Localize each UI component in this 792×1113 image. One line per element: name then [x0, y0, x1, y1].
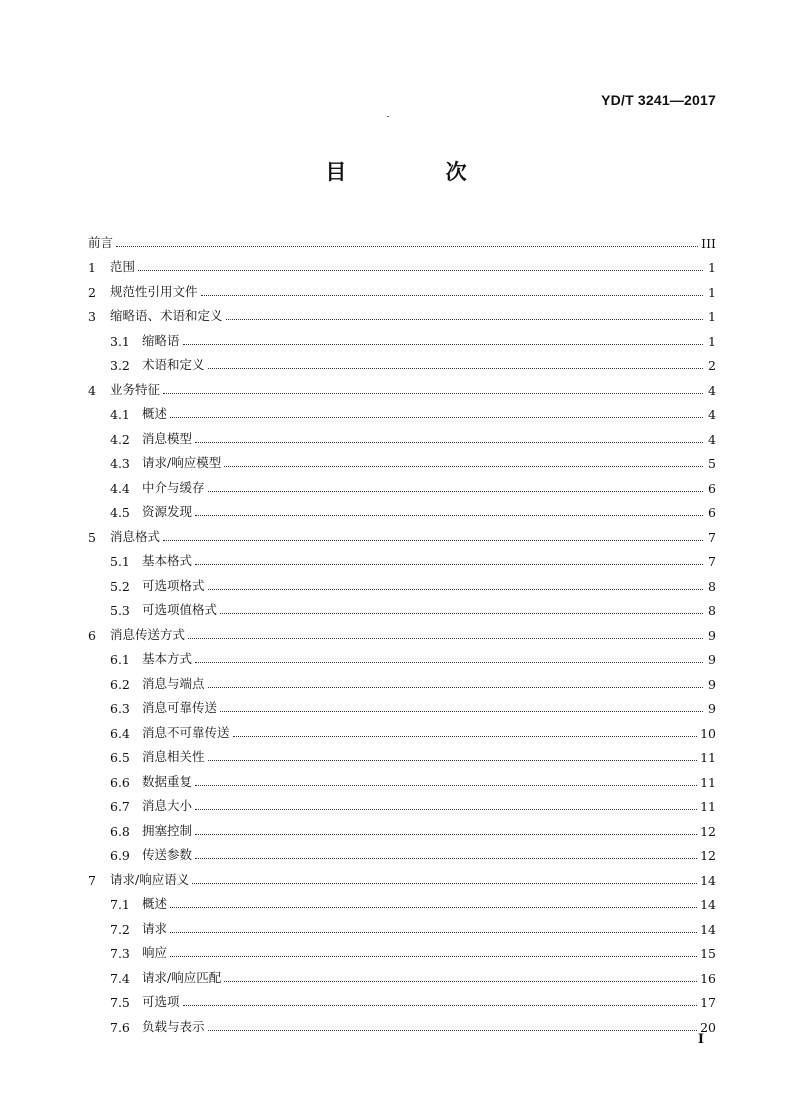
toc-entry-number: 5 [88, 529, 96, 545]
toc-entry-label: 请求/响应模型 [142, 455, 222, 470]
toc-entry-number: 7.1 [110, 897, 130, 912]
toc-dot-leader [195, 515, 703, 516]
toc-entry[interactable] [88, 324, 716, 349]
toc-entry-page: 6 [708, 505, 716, 520]
toc-entry-number: 6.4 [110, 725, 130, 741]
toc-entry-label: 请求/响应语义 [110, 871, 190, 887]
toc-entry-label: 范围 [110, 259, 136, 274]
toc-dot-leader [183, 1005, 698, 1006]
toc-entry-label: 资源发现 [142, 504, 193, 519]
toc-entry[interactable] [88, 937, 716, 962]
toc-entry-number: 4.4 [110, 480, 130, 496]
toc-entry-page: 1 [708, 284, 716, 300]
toc-entry-number: 4.1 [110, 407, 130, 422]
toc-entry[interactable] [88, 986, 716, 1011]
toc-entry-number: 7.3 [110, 946, 130, 961]
toc-entry-number: 4.3 [110, 456, 130, 471]
toc-dot-leader [183, 344, 703, 345]
toc-entry-page: 10 [700, 725, 716, 741]
toc-entry-page: III [701, 235, 716, 251]
toc-entry-page: 2 [708, 358, 716, 373]
toc-entry-label: 消息模型 [142, 430, 193, 446]
toc-entry-number: 1 [88, 260, 96, 275]
toc-entry-page: 7 [708, 529, 716, 545]
toc-entry[interactable] [88, 520, 716, 545]
toc-entry-page: 20 [700, 1019, 716, 1035]
toc-entry[interactable] [88, 496, 716, 521]
toc-entry-label: 概述 [142, 896, 168, 911]
toc-entry-label: 消息与端点 [142, 675, 205, 691]
toc-entry-number: 6.9 [110, 848, 130, 863]
toc-entry-label: 请求/响应匹配 [142, 969, 222, 985]
toc-entry[interactable] [88, 741, 716, 766]
toc-dot-leader [195, 442, 703, 443]
toc-entry-number: 5.2 [110, 578, 130, 594]
toc-entry[interactable] [88, 275, 716, 300]
toc-entry-number: 7 [88, 872, 96, 888]
toc-dot-leader [170, 907, 697, 908]
toc-dot-leader [195, 834, 697, 835]
toc-entry[interactable] [88, 349, 716, 374]
toc-entry-number: 7.5 [110, 995, 130, 1010]
toc-dot-leader [226, 319, 703, 320]
toc-dot-leader [195, 564, 703, 565]
toc-entry-page: 8 [708, 578, 716, 594]
toc-entry-label: 消息可靠传送 [142, 700, 218, 715]
toc-entry-page: 9 [708, 627, 716, 643]
toc-dot-leader [220, 613, 703, 614]
page-number: I [697, 1032, 704, 1047]
toc-entry[interactable] [88, 398, 716, 423]
toc-dot-leader [188, 638, 703, 639]
toc-entry[interactable] [88, 226, 716, 251]
toc-entry-number: 3.2 [110, 358, 130, 373]
toc-entry-label: 基本方式 [142, 651, 193, 666]
toc-entry-number: 6.6 [110, 774, 130, 790]
toc-entry-number: 7.6 [110, 1019, 130, 1035]
toc-entry-page: 9 [708, 676, 716, 692]
toc-entry-number: 4 [88, 382, 96, 398]
toc-entry-page: 14 [700, 921, 716, 937]
toc-entry-label: 概述 [142, 406, 168, 421]
toc-entry-page: 4 [708, 407, 716, 422]
scan-speck [387, 116, 389, 117]
toc-entry-page: 17 [700, 995, 716, 1010]
toc-dot-leader [201, 295, 703, 296]
toc-entry-label: 消息大小 [142, 798, 193, 813]
toc-entry-number: 4.5 [110, 505, 130, 520]
toc-entry-number: 6.7 [110, 799, 130, 814]
toc-entry[interactable] [88, 961, 716, 986]
toc-dot-leader [116, 246, 698, 247]
toc-entry-page: 12 [700, 823, 716, 839]
toc-entry-label: 传送参数 [142, 847, 193, 862]
toc-dot-leader [195, 785, 697, 786]
toc-dot-leader [170, 417, 703, 418]
toc-entry-number: 6.8 [110, 823, 130, 839]
toc-entry-number: 7.2 [110, 921, 130, 937]
toc-dot-leader [163, 393, 703, 394]
toc-entry-label: 可选项值格式 [142, 602, 218, 617]
toc-entry-label: 术语和定义 [142, 357, 205, 372]
toc-entry-page: 9 [708, 701, 716, 716]
toc-dot-leader [208, 368, 703, 369]
toc-entry[interactable] [88, 814, 716, 839]
toc-entry-number: 4.2 [110, 431, 130, 447]
toc-entry[interactable] [88, 643, 716, 668]
toc-entry-page: 7 [708, 554, 716, 569]
toc-entry[interactable] [88, 373, 716, 398]
toc-entry[interactable] [88, 765, 716, 790]
toc-entry[interactable] [88, 618, 716, 643]
toc-entry[interactable] [88, 692, 716, 717]
toc-entry-number: 3.1 [110, 333, 130, 349]
toc-entry-page: 14 [700, 872, 716, 888]
toc-entry-label: 数据重复 [142, 773, 193, 789]
toc-dot-leader [192, 883, 697, 884]
toc-dot-leader [220, 711, 703, 712]
toc-entry-label: 响应 [142, 945, 168, 960]
toc-entry-page: 16 [700, 970, 716, 986]
toc-entry[interactable] [88, 912, 716, 937]
toc-entry-number: 2 [88, 284, 96, 300]
toc-entry-page: 14 [700, 897, 716, 912]
toc-entry-number: 6.2 [110, 676, 130, 692]
toc-entry[interactable] [88, 422, 716, 447]
toc-entry-page: 11 [700, 799, 716, 814]
toc-entry-number: 6.3 [110, 701, 130, 716]
toc-entry-page: 8 [708, 603, 716, 618]
toc-entry-label: 消息传送方式 [110, 626, 186, 642]
toc-entry[interactable] [88, 569, 716, 594]
toc-dot-leader [208, 760, 698, 761]
table-of-contents [88, 226, 716, 1035]
toc-dot-leader [170, 956, 697, 957]
toc-entry-page: 15 [700, 946, 716, 961]
page-title: 目 次 [325, 159, 513, 184]
toc-dot-leader [224, 981, 697, 982]
toc-entry[interactable] [88, 863, 716, 888]
toc-dot-leader [208, 1030, 698, 1031]
toc-entry-page: 4 [708, 431, 716, 447]
toc-entry[interactable] [88, 888, 716, 913]
toc-entry-label: 缩略语 [142, 332, 180, 348]
toc-entry-label: 可选项 [142, 994, 180, 1009]
toc-entry[interactable] [88, 447, 716, 472]
toc-entry-page: 11 [700, 750, 716, 765]
toc-entry[interactable] [88, 1010, 716, 1035]
toc-entry-label: 消息格式 [110, 528, 161, 544]
toc-entry-page: 1 [708, 260, 716, 275]
toc-entry-number: 6.5 [110, 750, 130, 765]
toc-entry-number: 3 [88, 309, 96, 324]
toc-dot-leader [195, 858, 697, 859]
toc-entry-number: 6 [88, 627, 96, 643]
toc-entry-label: 拥塞控制 [142, 822, 193, 838]
toc-entry-label: 负载与表示 [142, 1018, 205, 1034]
toc-entry-page: 12 [700, 848, 716, 863]
toc-entry-label: 可选项格式 [142, 577, 205, 593]
toc-entry-number: 6.1 [110, 652, 130, 667]
toc-entry-number: 5.3 [110, 603, 130, 618]
standard-code: YD/T 3241—2017 [601, 92, 716, 108]
toc-dot-leader [208, 687, 703, 688]
toc-entry-label: 消息相关性 [142, 749, 205, 764]
toc-entry[interactable] [88, 300, 716, 325]
toc-dot-leader [224, 466, 703, 467]
toc-dot-leader [195, 809, 697, 810]
toc-entry-number: 5.1 [110, 554, 130, 569]
toc-dot-leader [138, 270, 703, 271]
toc-entry[interactable] [88, 545, 716, 570]
toc-entry[interactable] [88, 251, 716, 276]
toc-entry[interactable] [88, 790, 716, 815]
toc-entry[interactable] [88, 716, 716, 741]
toc-entry-page: 5 [708, 456, 716, 471]
toc-dot-leader [163, 540, 703, 541]
toc-dot-leader [208, 491, 703, 492]
toc-entry[interactable] [88, 471, 716, 496]
toc-entry-label: 请求 [142, 920, 168, 936]
toc-entry-page: 9 [708, 652, 716, 667]
toc-dot-leader [170, 932, 697, 933]
toc-dot-leader [233, 736, 698, 737]
toc-entry-page: 4 [708, 382, 716, 398]
toc-entry[interactable] [88, 594, 716, 619]
toc-entry-label: 规范性引用文件 [110, 283, 198, 299]
toc-entry-page: 1 [708, 309, 716, 324]
toc-entry-label: 基本格式 [142, 553, 193, 568]
toc-entry[interactable] [88, 839, 716, 864]
toc-entry-page: 11 [700, 774, 716, 790]
toc-entry-label: 缩略语、术语和定义 [110, 308, 223, 323]
toc-entry-label: 前言 [88, 234, 114, 250]
toc-entry-page: 1 [708, 333, 716, 349]
toc-entry[interactable] [88, 667, 716, 692]
toc-entry-number: 7.4 [110, 970, 130, 986]
toc-dot-leader [195, 662, 703, 663]
toc-entry-label: 消息不可靠传送 [142, 724, 230, 740]
toc-entry-page: 6 [708, 480, 716, 496]
toc-entry-label: 业务特征 [110, 381, 161, 397]
toc-entry-label: 中介与缓存 [142, 479, 205, 495]
toc-dot-leader [208, 589, 703, 590]
